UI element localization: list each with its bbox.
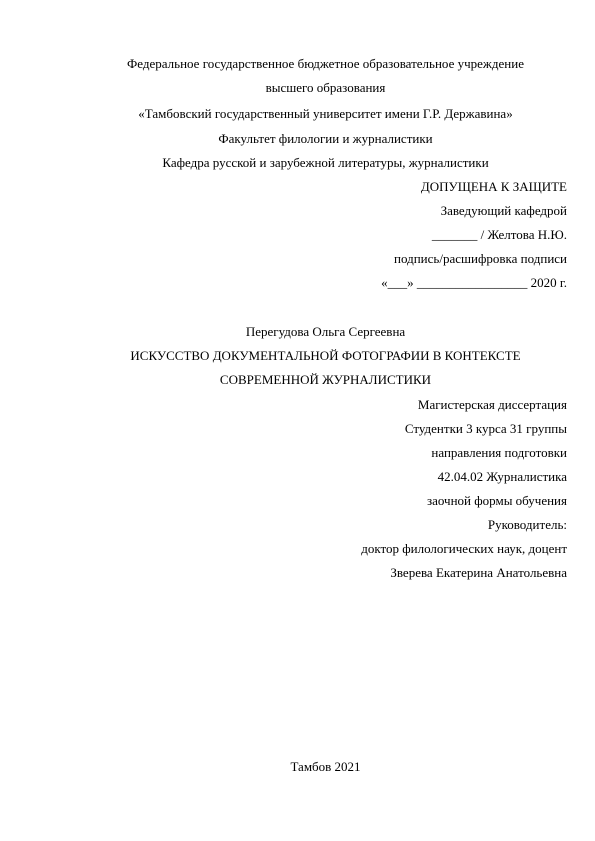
approval-role: Заведующий кафедрой (440, 203, 567, 218)
institution-line-1: Федеральное государственное бюджетное образовательное учреждение (127, 56, 524, 71)
supervisor-degree: доктор филологических наук, доцент (361, 541, 567, 556)
direction-label: направления подготовки (431, 445, 567, 460)
thesis-title-line-1: ИСКУССТВО ДОКУМЕНТАЛЬНОЙ ФОТОГРАФИИ В КОНТЕКСТЕ (130, 348, 521, 363)
university-name: «Тамбовский государственный университет имени Г.Р. Державина» (138, 106, 513, 121)
thesis-title-line-2: СОВРЕМЕННОЙ ЖУРНАЛИСТИКИ (219, 372, 432, 387)
department-name: Кафедра русской и зарубежной литературы, журналистики (162, 155, 489, 170)
approval-date-line: «___» _________________ 2020 г. (381, 275, 567, 290)
study-form: заочной формы обучения (426, 493, 567, 508)
faculty-name: Факультет филологии и журналистики (218, 131, 433, 146)
approval-signature-caption: подпись/расшифровка подписи (394, 251, 567, 266)
direction-code: 42.04.02 Журналистика (437, 469, 567, 484)
supervisor-name: Зверева Екатерина Анатольевна (390, 565, 567, 580)
supervisor-label: Руководитель: (487, 517, 567, 532)
student-info: Студентки 3 курса 31 группы (404, 421, 567, 436)
approval-title: ДОПУЩЕНА К ЗАЩИТЕ (420, 179, 567, 194)
approval-signature-line: _______ / Желтова Н.Ю. (431, 227, 567, 242)
thesis-type: Магистерская диссертация (417, 397, 567, 412)
institution-line-2: высшего образования (265, 80, 386, 95)
author-name: Перегудова Ольга Сергеевна (245, 324, 406, 339)
city-year: Тамбов 2021 (290, 759, 361, 774)
